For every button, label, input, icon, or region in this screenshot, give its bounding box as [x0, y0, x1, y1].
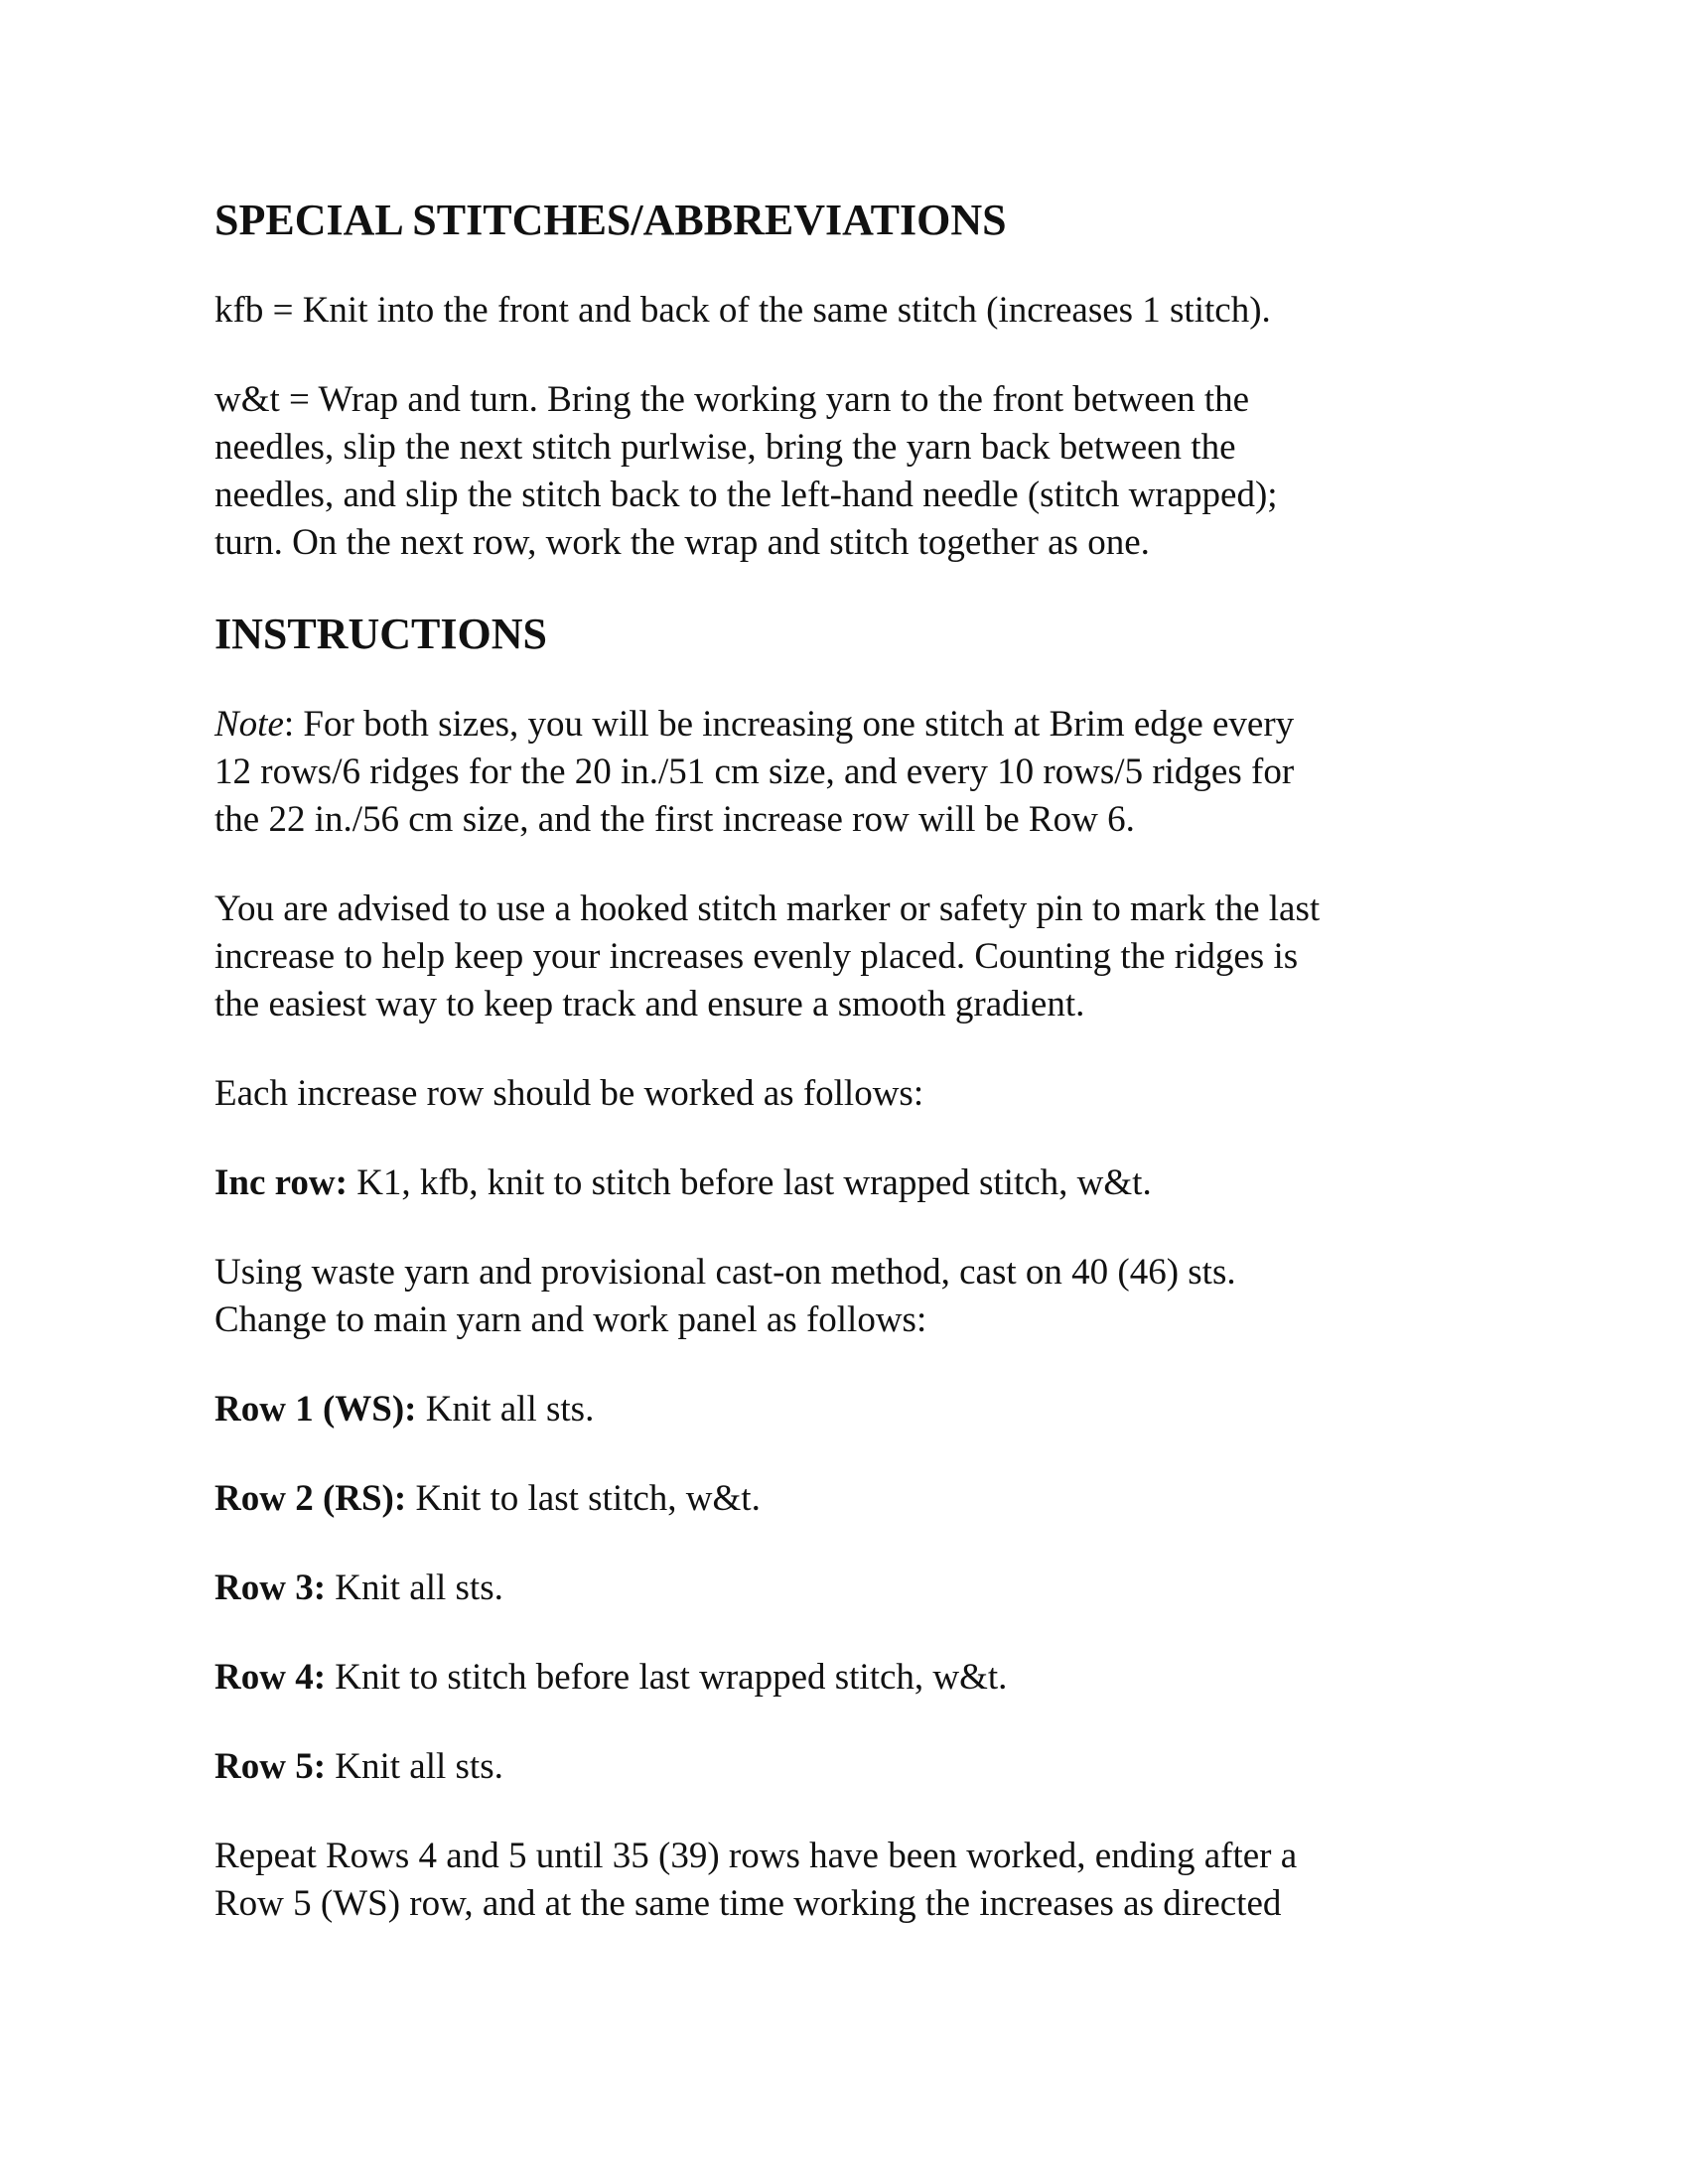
- note-line-3: the 22 in./56 cm size, and the first increase row will be Row 6.: [214, 799, 1135, 840]
- row-5-label: Row 5:: [214, 1746, 327, 1787]
- repeat-line-1: Repeat Rows 4 and 5 until 35 (39) rows have been worked, ending after a: [214, 1836, 1298, 1876]
- special-stitches-heading: SPECIAL STITCHES/ABBREVIATIONS: [214, 196, 1007, 244]
- advice-line-1: You are advised to use a hooked stitch marker or safety pin to mark the last: [214, 888, 1321, 929]
- row-1-text: Knit all sts.: [416, 1389, 595, 1430]
- row-3-paragraph: [214, 1565, 1485, 1612]
- cast-on-line-1: Using waste yarn and provisional cast-on method, cast on 40 (46) sts.: [214, 1252, 1236, 1293]
- wt-definition: [214, 376, 1485, 567]
- row-2-label: Row 2 (RS):: [214, 1478, 407, 1519]
- cast-on-paragraph: [214, 1249, 1485, 1344]
- row-4-text: Knit to stitch before last wrapped stitch, w&t.: [326, 1657, 1008, 1698]
- row-1-paragraph: [214, 1386, 1485, 1433]
- each-increase-paragraph: Each increase row should be worked as follows:: [214, 1073, 924, 1114]
- advice-line-2: increase to help keep your increases evenly placed. Counting the ridges is: [214, 936, 1299, 977]
- cast-on-line-2: Change to main yarn and work panel as follows:: [214, 1299, 927, 1340]
- wt-line-1: w&t = Wrap and turn. Bring the working yarn to the front between the: [214, 379, 1250, 420]
- row-4-label: Row 4:: [214, 1657, 327, 1698]
- note-label: Note: [214, 704, 284, 745]
- inc-row-text: K1, kfb, knit to stitch before last wrapped stitch, w&t.: [347, 1162, 1152, 1203]
- note-line-1: : For both sizes, you will be increasing one stitch at Brim edge every: [283, 704, 1295, 745]
- advice-paragraph: [214, 886, 1485, 1028]
- row-3-label: Row 3:: [214, 1568, 327, 1608]
- inc-row-paragraph: [214, 1160, 1485, 1207]
- row-1-label: Row 1 (WS):: [214, 1389, 417, 1430]
- kfb-definition: kfb = Knit into the front and back of the same stitch (increases 1 stitch).: [214, 290, 1271, 331]
- advice-line-3: the easiest way to keep track and ensure a smooth gradient.: [214, 984, 1085, 1024]
- wt-line-2: needles, slip the next stitch purlwise, bring the yarn back between the: [214, 427, 1236, 468]
- inc-row-label: Inc row:: [214, 1162, 348, 1203]
- note-line-2: 12 rows/6 ridges for the 20 in./51 cm size, and every 10 rows/5 ridges for: [214, 751, 1295, 792]
- wt-line-4: turn. On the next row, work the wrap and stitch together as one.: [214, 522, 1150, 563]
- row-3-text: Knit all sts.: [326, 1568, 503, 1608]
- row-4-paragraph: [214, 1654, 1485, 1702]
- note-paragraph: [214, 701, 1485, 844]
- repeat-line-2: Row 5 (WS) row, and at the same time working the increases as directed: [214, 1883, 1282, 1924]
- document-page: [214, 195, 1485, 1928]
- row-5-text: Knit all sts.: [326, 1746, 503, 1787]
- wt-line-3: needles, and slip the stitch back to the left-hand needle (stitch wrapped);: [214, 475, 1278, 515]
- row-2-paragraph: [214, 1475, 1485, 1523]
- instructions-heading: INSTRUCTIONS: [214, 610, 547, 658]
- repeat-paragraph: [214, 1833, 1485, 1928]
- row-2-text: Knit to last stitch, w&t.: [406, 1478, 761, 1519]
- row-5-paragraph: [214, 1743, 1485, 1791]
